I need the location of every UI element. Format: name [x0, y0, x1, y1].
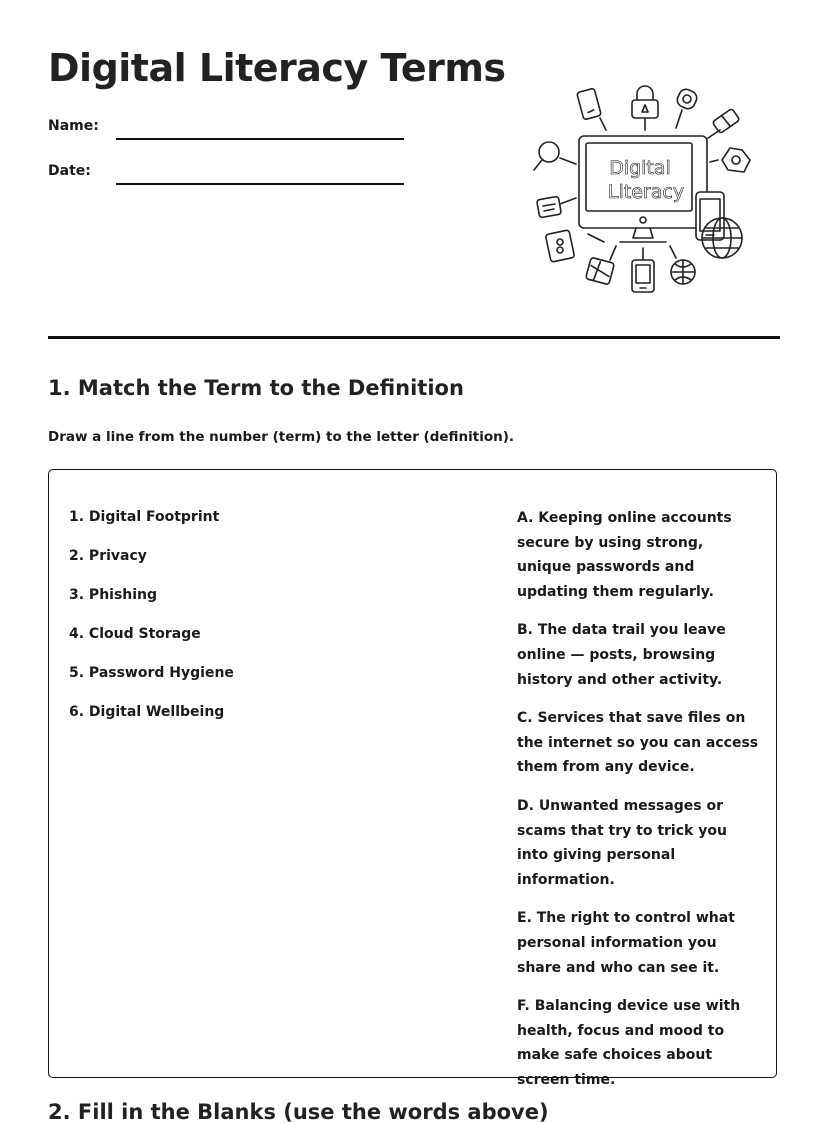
term-item[interactable]: 4. Cloud Storage	[69, 626, 201, 642]
magnifier-icon	[534, 142, 559, 170]
safe-icon	[545, 230, 574, 262]
section2-heading: 2. Fill in the Blanks (use the words above)	[48, 1100, 549, 1124]
smartphone-icon	[696, 192, 724, 240]
section1-instruction: Draw a line from the number (term) to the letter (definition).	[48, 429, 515, 445]
definitions-list	[517, 506, 759, 1106]
term-item[interactable]: 6. Digital Wellbeing	[69, 704, 225, 720]
definition-item[interactable]: C. Services that save files on the internet so you can access them from any device.	[517, 710, 759, 776]
name-line[interactable]	[116, 138, 404, 140]
terms-list	[69, 506, 234, 740]
ring-icon	[675, 87, 699, 111]
term-item[interactable]: 2. Privacy	[69, 548, 147, 564]
definition-item[interactable]: F. Balancing device use with health, focus and mood to make safe choices about screen time.	[517, 998, 741, 1088]
headset-icon	[722, 148, 750, 172]
bandage-icon	[712, 108, 740, 133]
name-label: Name:	[48, 118, 99, 134]
term-item[interactable]: 1. Digital Footprint	[69, 509, 220, 525]
package-icon	[586, 257, 615, 284]
worksheet-title: Digital Literacy Terms	[48, 46, 506, 90]
screen-text-2: Literacy	[607, 181, 685, 203]
definition-item[interactable]: B. The data trail you leave online — posts, browsing history and other activity.	[517, 622, 726, 688]
definition-item[interactable]: A. Keeping online accounts secure by using strong, unique passwords and updating them regularly.	[517, 510, 732, 600]
definition-item[interactable]: D. Unwanted messages or scams that try to trick you into giving personal information.	[517, 797, 727, 888]
monitor-icon	[579, 136, 707, 242]
definition-item[interactable]: E. The right to control what personal information you share and who can see it.	[517, 910, 735, 976]
term-item[interactable]: 3. Phishing	[69, 587, 158, 603]
tablet-icon	[632, 260, 654, 292]
card-icon	[537, 196, 562, 218]
phone-icon	[577, 88, 602, 120]
digital-literacy-illustration	[522, 80, 758, 300]
date-label: Date:	[48, 163, 91, 179]
section1-heading: 1. Match the Term to the Definition	[48, 376, 464, 400]
matching-box	[48, 469, 777, 1088]
term-item[interactable]: 5. Password Hygiene	[69, 665, 234, 681]
date-line[interactable]	[116, 183, 404, 185]
screen-text-1: Digital	[609, 157, 671, 179]
shield-icon	[671, 260, 695, 284]
lock-icon	[632, 86, 658, 118]
section-divider	[48, 336, 780, 339]
